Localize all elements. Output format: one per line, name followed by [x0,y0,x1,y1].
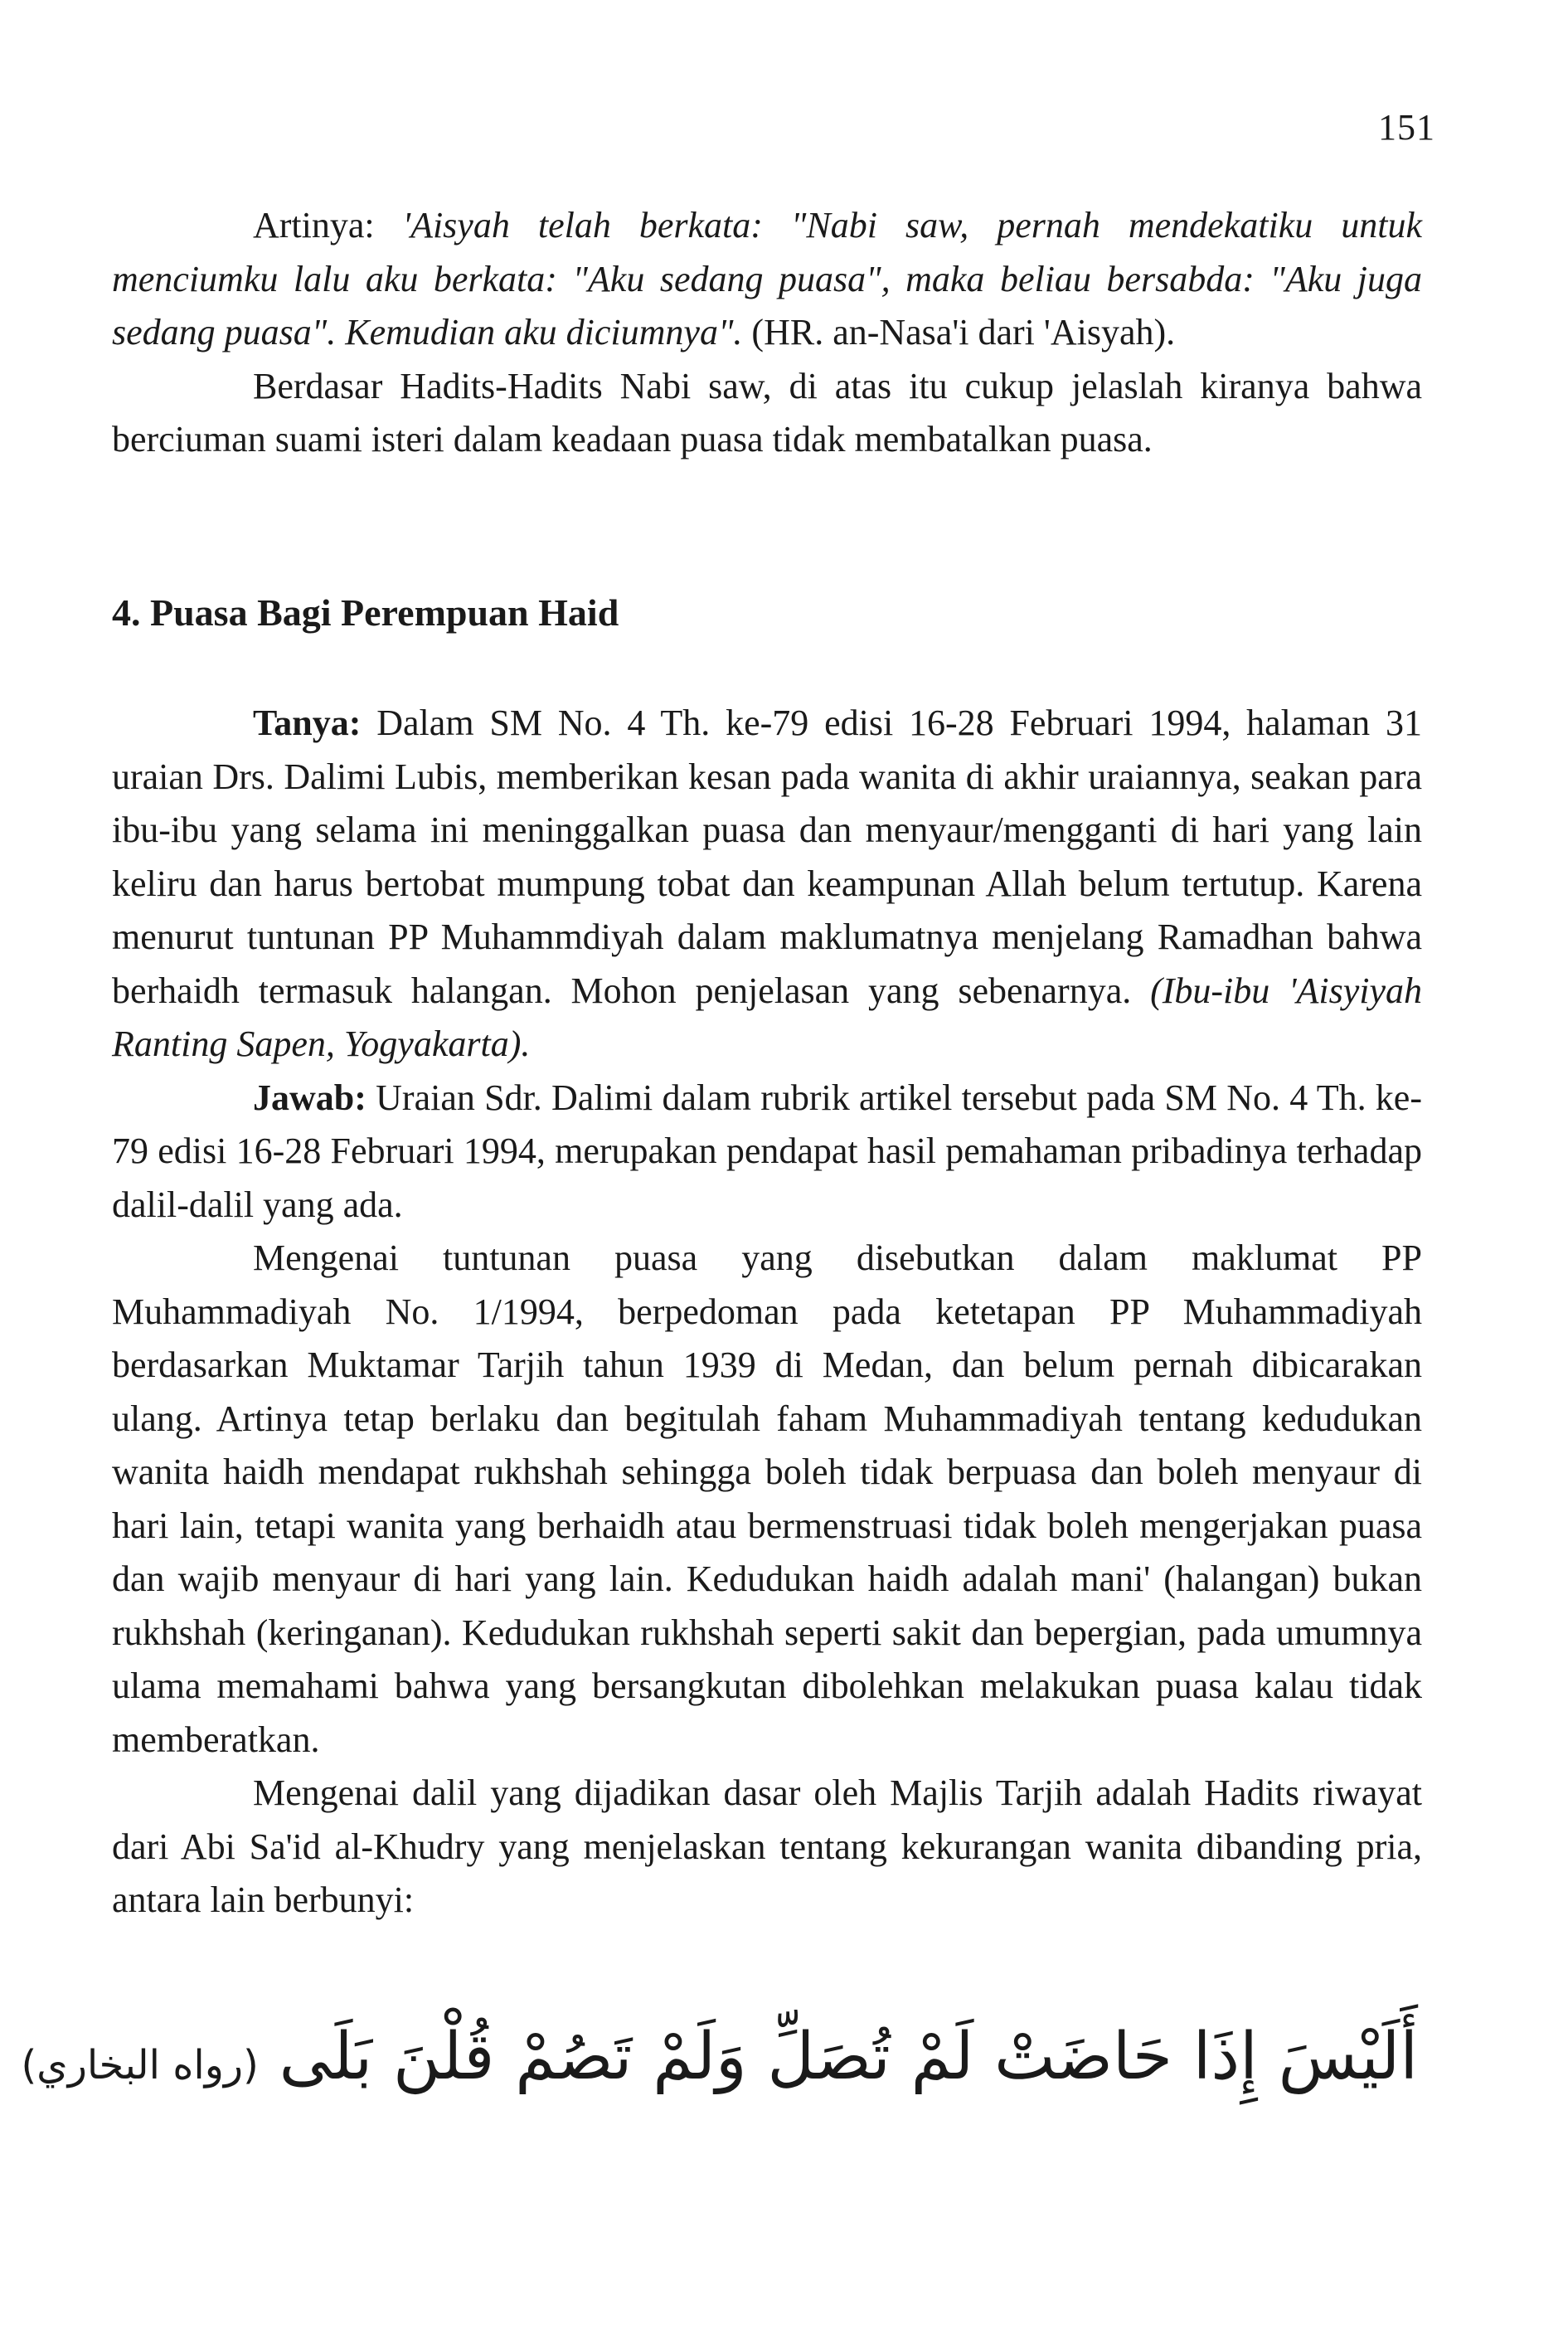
question-text: Dalam SM No. 4 Th. ke-79 edisi 16-28 Februari 1994, halaman 31 uraian Drs. Dalimi Lubis, memberikan kesan pada wanita di akhir uraiannya, seakan para ibu-ibu yang selama ini meninggalkan puasa dan menyaur/mengganti di hari yang lain keliru dan harus bertobat mumpung tobat dan keampunan Allah belum tertutup. Karena menurut tuntunan PP Muhammdiyah dalam maklumatnya menjelang Ramadhan bahwa berhaidh termasuk halangan. Mohon penjelasan yang sebenarnya. [112,703,1422,1011]
answer-paragraph-2: Mengenai tuntunan puasa yang disebutkan dalam maklumat PP Muhammadiyah No. 1/1994, berpedoman pada ketetapan PP Muhammadiyah berdasarkan Muktamar Tarjih tahun 1939 di Medan, dan belum pernah dibicarakan ulang. Artinya tetap berlaku dan begitulah faham Muhammadiyah tentang kedudukan wanita haidh mendapat rukhshah sehingga boleh tidak berpuasa dan boleh menyaur di hari lain, tetapi wanita yang berhaidh atau bermenstruasi tidak boleh mengerjakan puasa dan wajib menyaur di hari yang lain. Kedudukan haidh adalah mani' (halangan) bukan rukhshah (keringanan). Kedudukan rukhshah seperti sakit dan bepergian, pada umumnya ulama memahami bahwa yang bersangkutan dibolehkan melakukan puasa kalau tidak memberatkan. [112,1237,1422,1760]
arabic-hadith-source: (رواه البخاري) [21,2042,259,2088]
hadith-translation: 'Aisyah telah berkata: "Nabi saw, pernah mendekatiku untuk menciumku lalu aku berkata: "Aku sedang puasa", maka beliau bersabda: "Aku juga sedang puasa". Kemudian aku diciumnya". [112,205,1422,353]
intro-paragraph [112,199,1422,467]
intro-conclusion: Berdasar Hadits-Hadits Nabi saw, di atas itu cukup jelaslah kiranya bahwa berciuman suami isteri dalam keadaan puasa tidak membatalkan puasa. [112,365,1422,459]
answer-paragraph-1 [112,1072,1422,1233]
question-label: Tanya: [253,703,362,743]
question-asker: (Ibu-ibu 'Aisyiyah Ranting Sapen, Yogyakarta). [112,970,1422,1064]
answer-label: Jawab: [253,1077,367,1118]
answer-text-1: Uraian Sdr. Dalimi dalam rubrik artikel tersebut pada SM No. 4 Th. ke-79 edisi 16-28 Februari 1994, merupakan pendapat hasil pemahaman pribadinya terhadap dalil-dalil yang ada. [112,1077,1422,1225]
intro-label: Artinya: [253,205,403,246]
page-number: 151 [1378,107,1435,148]
hadith-source: (HR. an-Nasa'i dari 'Aisyah). [751,312,1176,353]
arabic-hadith-text: أَلَيْسَ إِذَا حَاضَتْ لَمْ تُصَلِّ وَلَمْ تَصُمْ قُلْنَ بَلَى [279,2020,1418,2094]
arabic-hadith [21,2007,1418,2115]
question-answer-body [112,697,1422,1928]
section-heading: 4. Puasa Bagi Perempuan Haid [112,591,619,634]
answer-paragraph-3: Mengenai dalil yang dijadikan dasar oleh Majlis Tarjih adalah Hadits riwayat dari Abi Sa'id al-Khudry yang menjelaskan tentang kekurangan wanita dibanding pria, antara lain berbunyi: [112,1772,1422,1920]
question-paragraph [112,697,1422,1072]
